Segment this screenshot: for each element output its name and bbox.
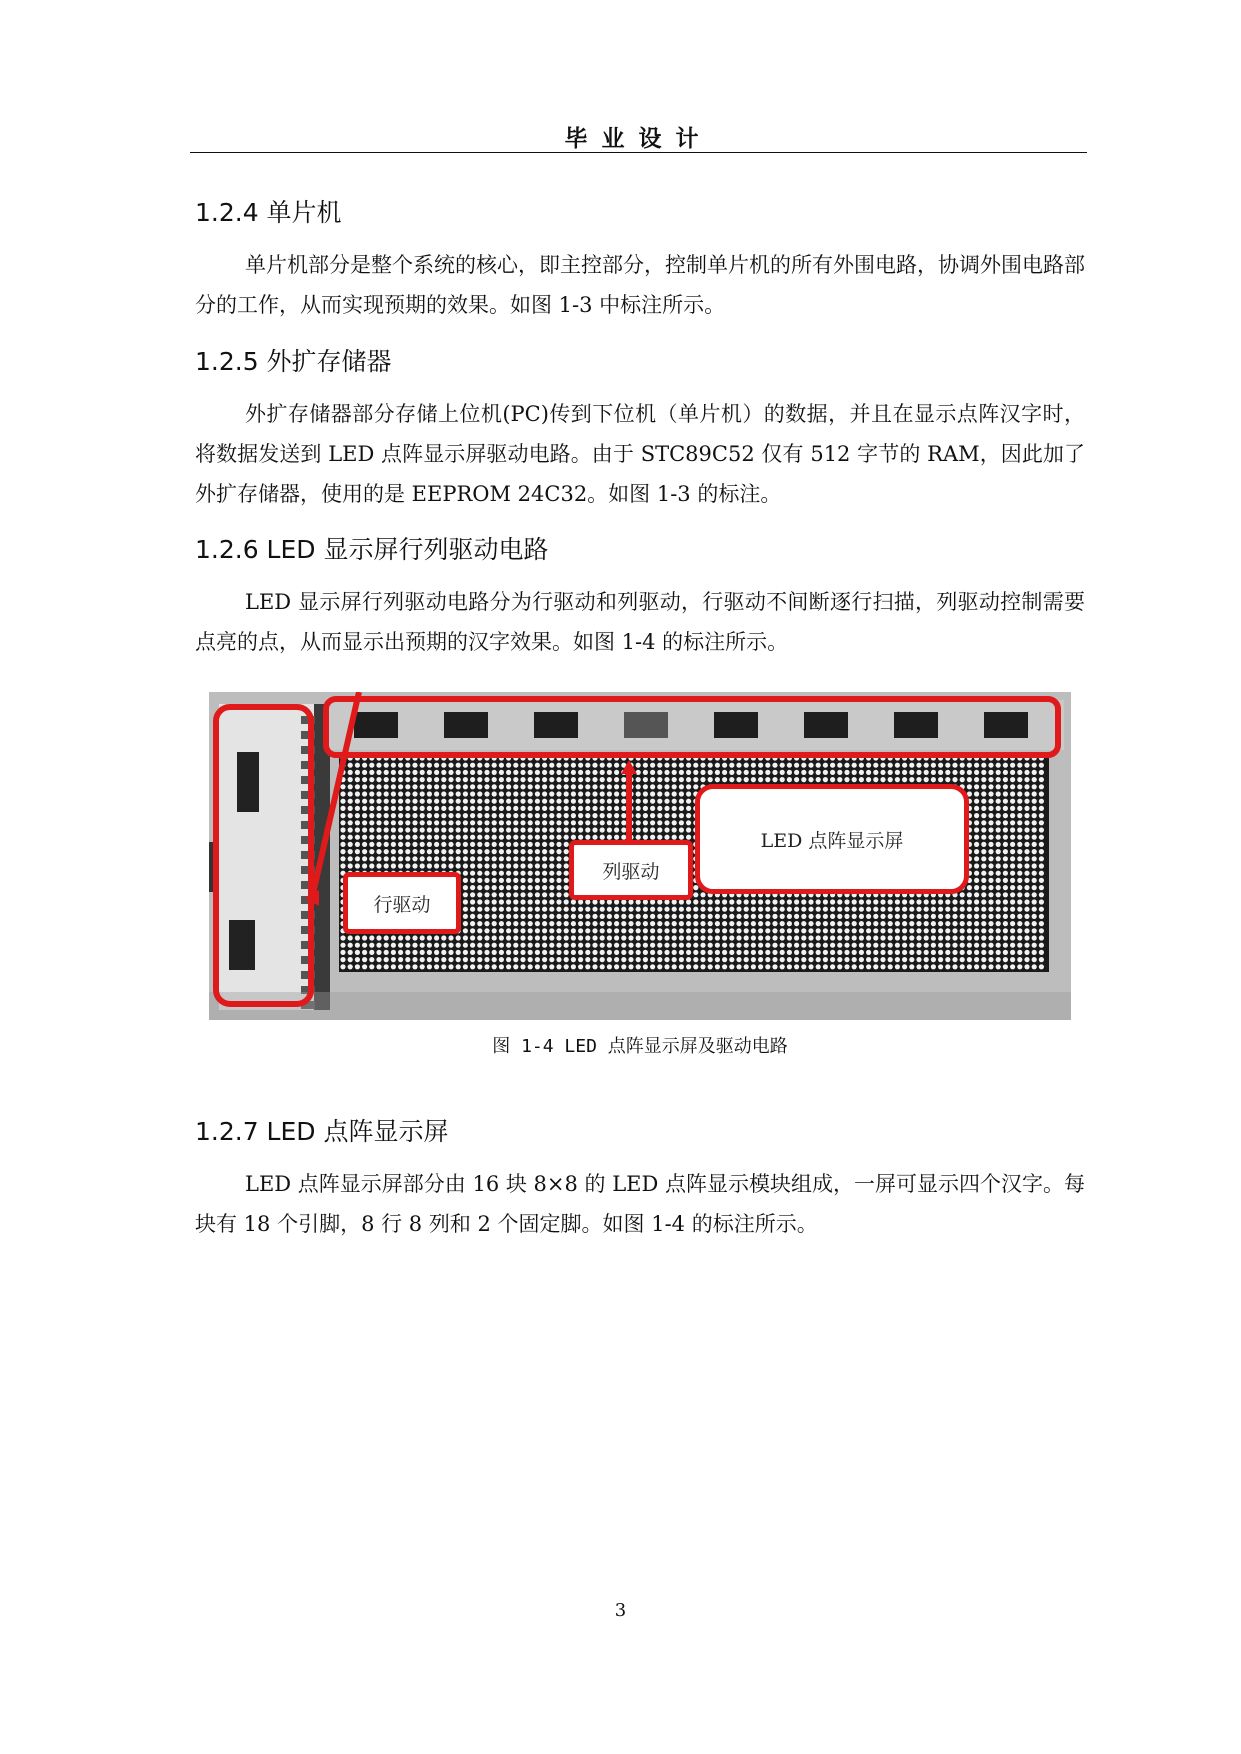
section-heading-1-2-5: 1.2.5 外扩存储器 xyxy=(195,347,392,376)
section-heading-1-2-6: 1.2.6 LED 显示屏行列驱动电路 xyxy=(195,535,549,564)
page-number: 3 xyxy=(614,1600,627,1621)
figure-led-matrix-photo xyxy=(209,692,1071,1020)
section-body-1-2-7 xyxy=(195,1164,1085,1244)
header-rule xyxy=(190,152,1087,153)
section-body-1-2-5 xyxy=(195,394,1085,514)
label-row-driver: 行驱动 xyxy=(343,872,461,934)
paragraph: 外扩存储器部分存储上位机(PC)传到下位机（单片机）的数据，并且在显示点阵汉字时，将数据发送到 LED 点阵显示屏驱动电路。由于 STC89C52 仅有 512 字节的 RAM，因此加了外扩存储器，使用的是 EEPROM 24C32。如图 1-3 的标注。 xyxy=(195,402,1085,506)
section-body-1-2-6 xyxy=(195,582,1085,662)
paragraph: LED 点阵显示屏部分由 16 块 8×8 的 LED 点阵显示模块组成，一屏可显示四个汉字。每块有 18 个引脚，8 行 8 列和 2 个固定脚。如图 1-4 的标注所示。 xyxy=(195,1172,1085,1236)
section-heading-1-2-4: 1.2.4 单片机 xyxy=(195,198,342,227)
paragraph: 单片机部分是整个系统的核心，即主控部分，控制单片机的所有外围电路，协调外围电路部分的工作，从而实现预期的效果。如图 1-3 中标注所示。 xyxy=(195,253,1085,317)
paragraph: LED 显示屏行列驱动电路分为行驱动和列驱动，行驱动不间断逐行扫描，列驱动控制需要点亮的点，从而显示出预期的汉字效果。如图 1-4 的标注所示。 xyxy=(195,590,1085,654)
label-led-screen: LED 点阵显示屏 xyxy=(695,784,969,894)
section-heading-1-2-7: 1.2.7 LED 点阵显示屏 xyxy=(195,1117,449,1146)
page-header: 毕业设计 xyxy=(564,126,713,152)
section-body-1-2-4 xyxy=(195,245,1085,325)
label-column-driver: 列驱动 xyxy=(569,840,693,900)
figure-caption: 图 1-4 LED 点阵显示屏及驱动电路 xyxy=(492,1036,788,1057)
